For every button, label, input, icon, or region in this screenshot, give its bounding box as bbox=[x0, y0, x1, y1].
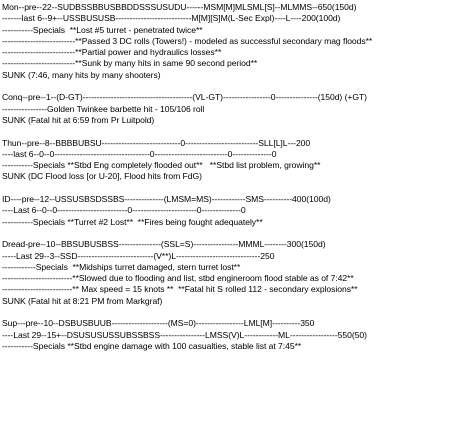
report-line: --------------------------**Passed 3 DC rolls (Towers!) - modeled as successful secondary mag floods** bbox=[2, 35, 373, 46]
blank-line bbox=[2, 307, 476, 318]
report-line: -------------------------** Max speed = 15 knots ** **Fatal hit S rolled 112 - secondary explosions** bbox=[2, 284, 358, 295]
report-line: ------------Specials **Midships turret damaged, stern turret lost** bbox=[2, 261, 241, 272]
report-line: -----------Specials **Stbd Eng completely flooded out** **Stbd list problem, growing** bbox=[2, 160, 321, 171]
blank-line bbox=[2, 81, 476, 92]
report-line: --------------------------**Partial power and hydraulics losses** bbox=[2, 47, 222, 58]
report-line: --------------------------**Sunk by many hits in same 90 second period** bbox=[2, 58, 258, 69]
report-line: Sup---pre--10--DSBUSBUUB--------------------(MS=0)-----------------LML[M]----------350 bbox=[2, 318, 315, 329]
report-line: Conq--pre--1--(D-GT)---------------------------------------(VL-GT)-----------------0---------------(150d) (+GT) bbox=[2, 92, 367, 103]
blank-line bbox=[2, 228, 476, 239]
report-line: -----Last 29--3--SSD---------------------------(V**)L------------------------------250 bbox=[2, 250, 275, 261]
blank-line bbox=[2, 126, 476, 137]
report-line: -----------Specials **Stbd engine damage with 100 casualties, stable list at 7:45** bbox=[2, 340, 302, 351]
report-line: SUNK (Fatal hit at 8:21 PM from Markgraf) bbox=[2, 295, 163, 306]
report-line: ID----pre--12--USSUSBSDSSBS--------------(LMSM=MS)------------SMS----------400(100d) bbox=[2, 194, 331, 205]
report-line: ----------------Golden Twinkee barbette hit - 105/106 roll bbox=[2, 103, 205, 114]
report-line: -----------Specials **Lost #5 turret - penetrated twice** bbox=[2, 24, 203, 35]
report-line: -------last 6--9+--USSBUSUSB---------------------------M[M][S]M(L-Sec Expl)----L----200(100d) bbox=[2, 13, 341, 24]
report-line: SUNK (DC Flood loss [or U-20], Flood hits from FdG) bbox=[2, 171, 202, 182]
report-line: Thun--pre--8--BBBBUBSU----------------------------0--------------------------SLL[L]L---200 bbox=[2, 137, 311, 148]
report-line: -----------Specials **Turret #2 Lost** **Fires being fought adequately** bbox=[2, 216, 263, 227]
report-line: Mon--pre--22--SUDBSSBBUSBBDDSSSUSUDU------MSM[M]MLSML[S]--MLMMS--650(150d) bbox=[2, 2, 357, 12]
report-line: ----Last 29--15+--DSUSUSUSSUBSSBSS----------------LMSS(V)L------------ML-----------------550(50) bbox=[2, 329, 367, 340]
report-line: SUNK (Fatal hit at 6:59 from Pr Luitpold) bbox=[2, 114, 155, 125]
report-line: SUNK (7:46, many hits by many shooters) bbox=[2, 69, 161, 80]
blank-line bbox=[2, 183, 476, 194]
report-line: ----last 6--0--0----------------------------------0--------------------------0--------------0 bbox=[2, 148, 277, 159]
report-line: ----Last 6--0--0-------------------------0-----------------------0--------------0 bbox=[2, 205, 246, 216]
report-line: Dread-pre--10--BBSUBUSBSS---------------(SSL=S)----------------MMML--------300(150d) bbox=[2, 239, 326, 250]
report-line: -------------------------**Slowed due to flooding and list, stbd engineroom flood stable as of 7:42** bbox=[2, 273, 354, 284]
